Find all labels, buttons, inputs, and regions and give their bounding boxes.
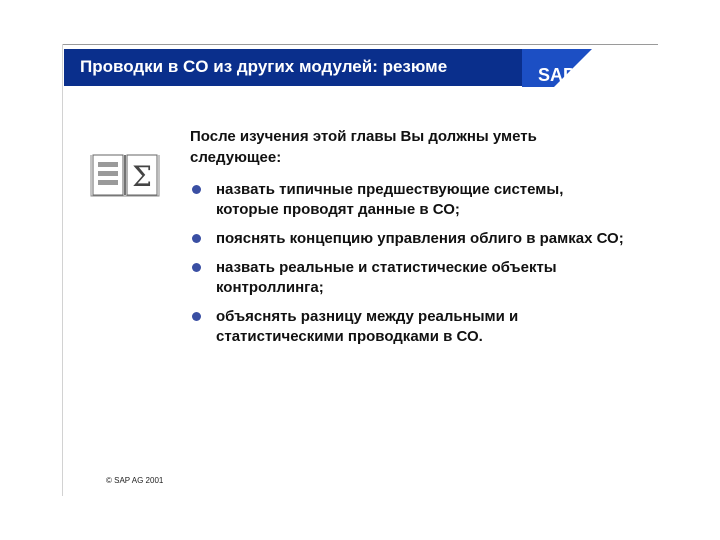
objective-item bbox=[190, 307, 630, 347]
sap-logo-text: SAP bbox=[538, 65, 576, 85]
objective-text: назвать реальные и статистические объекты контроллинга; bbox=[216, 259, 557, 296]
objective-item bbox=[190, 258, 630, 298]
objectives-list bbox=[190, 180, 630, 356]
bullet-dot bbox=[192, 185, 201, 194]
top-divider bbox=[62, 44, 658, 45]
left-divider bbox=[62, 44, 63, 496]
objective-item bbox=[190, 180, 630, 220]
objective-text: назвать типичные предшествующие системы, которые проводят данные в СО; bbox=[216, 181, 564, 218]
svg-text:Σ: Σ bbox=[132, 160, 152, 193]
bullet-dot bbox=[192, 312, 201, 321]
sap-logo bbox=[522, 49, 592, 87]
slide-title: Проводки в CO из других модулей: резюме bbox=[80, 57, 448, 76]
sigma-summary-icon bbox=[90, 152, 162, 198]
bullet-dot bbox=[192, 263, 201, 272]
objective-text: объяснять разницу между реальными и статистическими проводками в СО. bbox=[216, 308, 519, 345]
intro-text: После изучения этой главы Вы должны уметь следующее: bbox=[190, 128, 537, 166]
copyright-notice: © SAP AG 2001 bbox=[106, 476, 164, 485]
bullet-dot bbox=[192, 234, 201, 243]
objective-text: пояснять концепцию управления облиго в рамках СО; bbox=[216, 230, 624, 247]
objective-item bbox=[190, 229, 630, 249]
